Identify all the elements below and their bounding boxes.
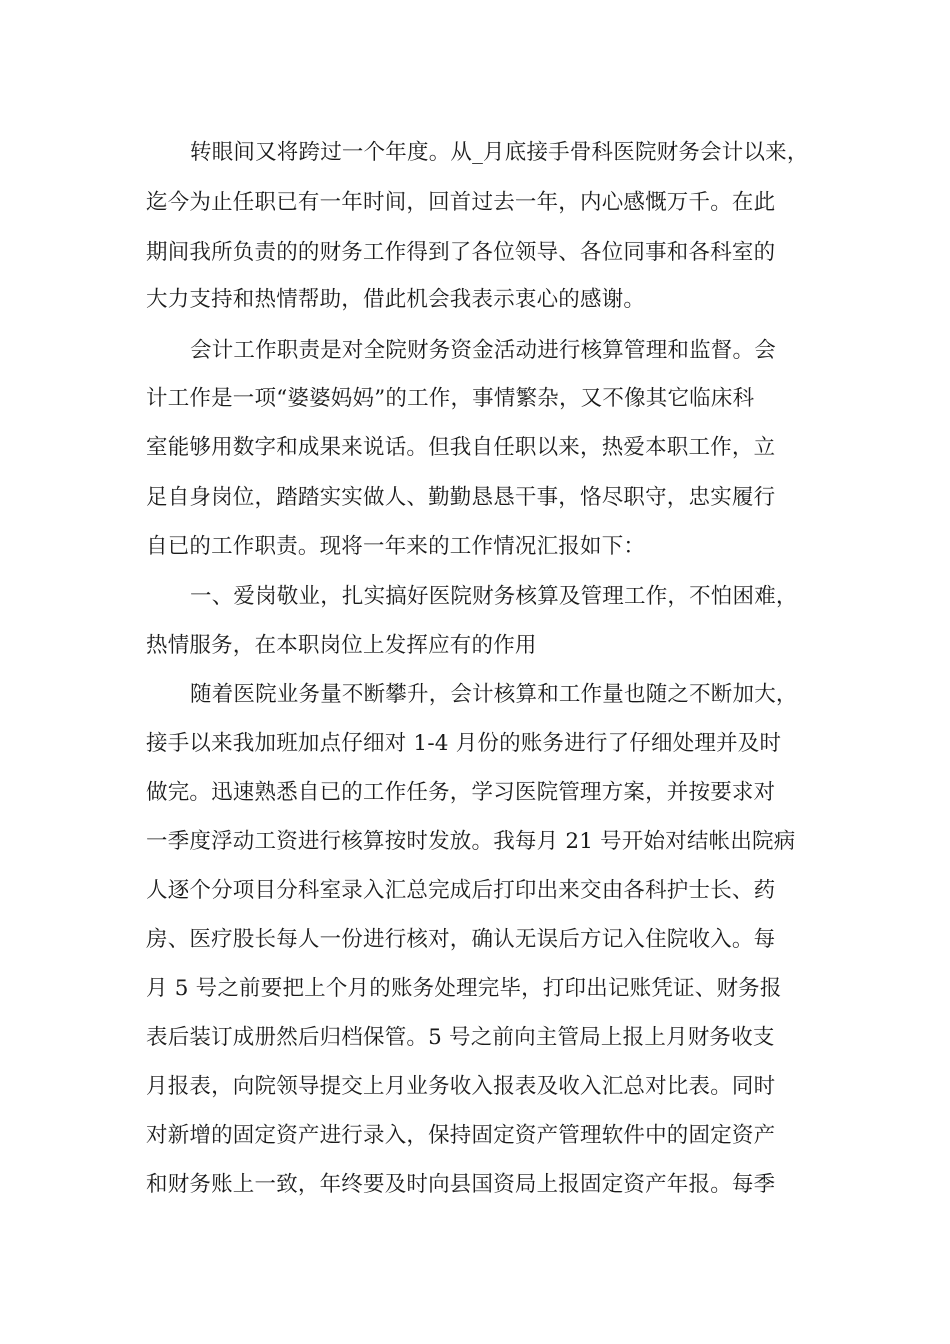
paragraph-3-line-2: 接手以来我加班加点仔细对 1-4 月份的账务进行了仔细处理并及时 <box>146 731 782 756</box>
paragraph-3-line-1: 随着医院业务量不断攀升，会计核算和工作量也随之不断加大， <box>190 682 798 707</box>
paragraph-1-line-4: 大力支持和热情帮助，借此机会我表示衷心的感谢。 <box>146 287 646 312</box>
paragraph-2-line-3: 室能够用数字和成果来说话。但我自任职以来，热爱本职工作，立 <box>146 435 776 460</box>
paragraph-2-line-4: 足自身岗位，踏踏实实做人、勤勤恳恳干事，恪尽职守，忠实履行 <box>146 485 776 510</box>
section-heading-line-2: 热情服务，在本职岗位上发挥应有的作用 <box>146 633 537 658</box>
paragraph-3-line-6: 房、医疗股长每人一份进行核对，确认无误后方记入住院收入。每 <box>146 927 776 952</box>
paragraph-3-line-4: 一季度浮动工资进行核算按时发放。我每月 21 号开始对结帐出院病 <box>146 829 796 854</box>
paragraph-3-line-11: 和财务账上一致，年终要及时向县国资局上报固定资产年报。每季 <box>146 1172 776 1197</box>
paragraph-2-line-1: 会计工作职责是对全院财务资金活动进行核算管理和监督。会 <box>190 338 776 363</box>
paragraph-1-line-1: 转眼间又将跨过一个年度。从_月底接手骨科医院财务会计以来， <box>190 140 809 165</box>
paragraph-1-line-2: 迄今为止任职已有一年时间，回首过去一年，内心感慨万千。在此 <box>146 190 776 215</box>
paragraph-3-line-3: 做完。迅速熟悉自已的工作任务，学习医院管理方案，并按要求对 <box>146 780 776 805</box>
paragraph-3-line-10: 对新增的固定资产进行录入，保持固定资产管理软件中的固定资产 <box>146 1123 776 1148</box>
section-heading-line-1: 一、爱岗敬业，扎实搞好医院财务核算及管理工作，不怕困难， <box>190 584 798 609</box>
paragraph-3-line-7: 月 5 号之前要把上个月的账务处理完毕，打印出记账凭证、财务报 <box>146 976 782 1001</box>
paragraph-3-line-8: 表后装订成册然后归档保管。5 号之前向主管局上报上月财务收支 <box>146 1025 775 1050</box>
paragraph-1-line-3: 期间我所负责的的财务工作得到了各位领导、各位同事和各科室的 <box>146 240 776 265</box>
paragraph-2-line-5: 自已的工作职责。现将一年来的工作情况汇报如下： <box>146 534 646 559</box>
paragraph-3-line-9: 月报表，向院领导提交上月业务收入报表及收入汇总对比表。同时 <box>146 1074 776 1099</box>
paragraph-3-line-5: 人逐个分项目分科室录入汇总完成后打印出来交由各科护士长、药 <box>146 878 776 903</box>
paragraph-2-line-2: 计工作是一项“婆婆妈妈”的工作，事情繁杂，又不像其它临床科 <box>146 386 755 411</box>
